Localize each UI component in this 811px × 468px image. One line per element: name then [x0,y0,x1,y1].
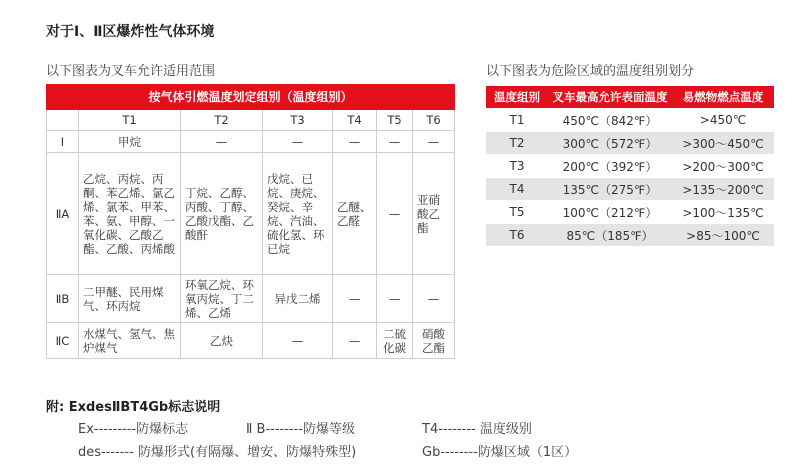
group-label: Ⅰ [47,131,79,153]
column-header: T2 [181,110,263,131]
table-cell: 戊烷、已烷、庚烷、癸烷、辛烷、汽油、硫化氢、环已烷 [263,153,333,275]
note-ex: Ex---------防爆标志 [78,422,189,437]
table-cell: 300℃（572℉） [548,132,672,155]
table-cell: >135～200℃ [672,178,774,201]
right-table-subtitle: 以下图表为危险区域的温度组别划分 [486,64,695,79]
note-iib: Ⅱ B--------防爆等级 [246,422,355,437]
table-row [486,109,774,132]
note-t4: T4-------- 温度级别 [422,422,532,437]
table-cell: >100～135℃ [672,201,774,224]
table-cell: — [263,131,333,153]
table-cell: T3 [486,155,548,178]
table-row [486,201,774,224]
group-label: ⅡB [47,275,79,323]
left-table-subtitle: 以下图表为叉车允许适用范围 [46,64,216,79]
table-cell: — [333,275,377,323]
table-cell: T2 [486,132,548,155]
column-header: T6 [413,110,455,131]
table-cell: 85℃（185℉） [548,224,672,247]
table-cell: >85～100℃ [672,224,774,247]
table-cell: 乙烷、丙烷、丙酮、苯乙烯、氯乙烯、氯苯、甲苯、苯、氨、甲醇、一氧化碳、乙酸乙酯、乙酸、丙烯酸 [79,153,181,275]
column-header: T5 [377,110,413,131]
table-cell: 异戊二烯 [263,275,333,323]
table-cell: T6 [486,224,548,247]
table-cell: — [377,131,413,153]
table-row-group-2c [47,323,455,359]
note-des: des------- 防爆形式(有隔爆、增安、防爆特殊型) [78,445,357,460]
table-cell: T4 [486,178,548,201]
table-cell: 丁烷、乙醇、丙酸、丁醇、乙酸戊酯、乙酸酐 [181,153,263,275]
table-cell: 环氧乙烷、环氧丙烷、丁二烯、乙烯 [181,275,263,323]
table-cell: — [333,131,377,153]
gas-table-banner: 按气体引燃温度划定组别（温度组别） [47,85,455,110]
table-row [486,132,774,155]
table-cell: >300～450℃ [672,132,774,155]
column-header: T1 [79,110,181,131]
table-cell: 乙醚、乙醛 [333,153,377,275]
gas-group-table [46,84,455,359]
table-cell: 甲烷 [79,131,181,153]
table-cell: 硝酸乙酯 [413,323,455,359]
table-cell: — [333,323,377,359]
table-cell: — [181,131,263,153]
table-cell: T5 [486,201,548,224]
table-row-group-2b [47,275,455,323]
table-row [486,178,774,201]
table-row-group-1 [47,131,455,153]
column-header: T4 [333,110,377,131]
page-heading: 对于Ⅰ、Ⅱ区爆炸性气体环境 [46,24,215,40]
table-cell: 450℃（842℉） [548,109,672,132]
table-cell: 二甲醚、民用煤气、环丙烷 [79,275,181,323]
group-label: ⅡC [47,323,79,359]
table-cell: >450℃ [672,109,774,132]
column-header [47,110,79,131]
temperature-group-table [486,86,774,246]
table-cell: — [413,275,455,323]
table-cell: 亚硝酸乙酯 [413,153,455,275]
gas-table-header-row [47,110,455,131]
table-cell: — [263,323,333,359]
column-header: 温度组别 [486,86,548,109]
group-label: ⅡA [47,153,79,275]
table-cell: 乙炔 [181,323,263,359]
table-cell: 200℃（392℉） [548,155,672,178]
column-header: 叉车最高允许表面温度 [548,86,672,109]
table-cell: >200～300℃ [672,155,774,178]
table-cell: — [377,153,413,275]
table-row [486,224,774,247]
table-cell: 100℃（212℉） [548,201,672,224]
marking-note-title: 附: ExdesⅡBT4Gb标志说明 [46,400,221,415]
table-cell: — [377,275,413,323]
table-row [486,155,774,178]
note-gb: Gb--------防爆区域（1区） [422,445,578,460]
table-cell: T1 [486,109,548,132]
temp-table-header-row [486,86,774,109]
table-cell: 二硫化碳 [377,323,413,359]
column-header: T3 [263,110,333,131]
column-header: 易燃物燃点温度 [672,86,774,109]
table-cell: 水煤气、氢气、焦炉煤气 [79,323,181,359]
table-row-group-2a [47,153,455,275]
table-cell: — [413,131,455,153]
table-cell: 135℃（275℉） [548,178,672,201]
